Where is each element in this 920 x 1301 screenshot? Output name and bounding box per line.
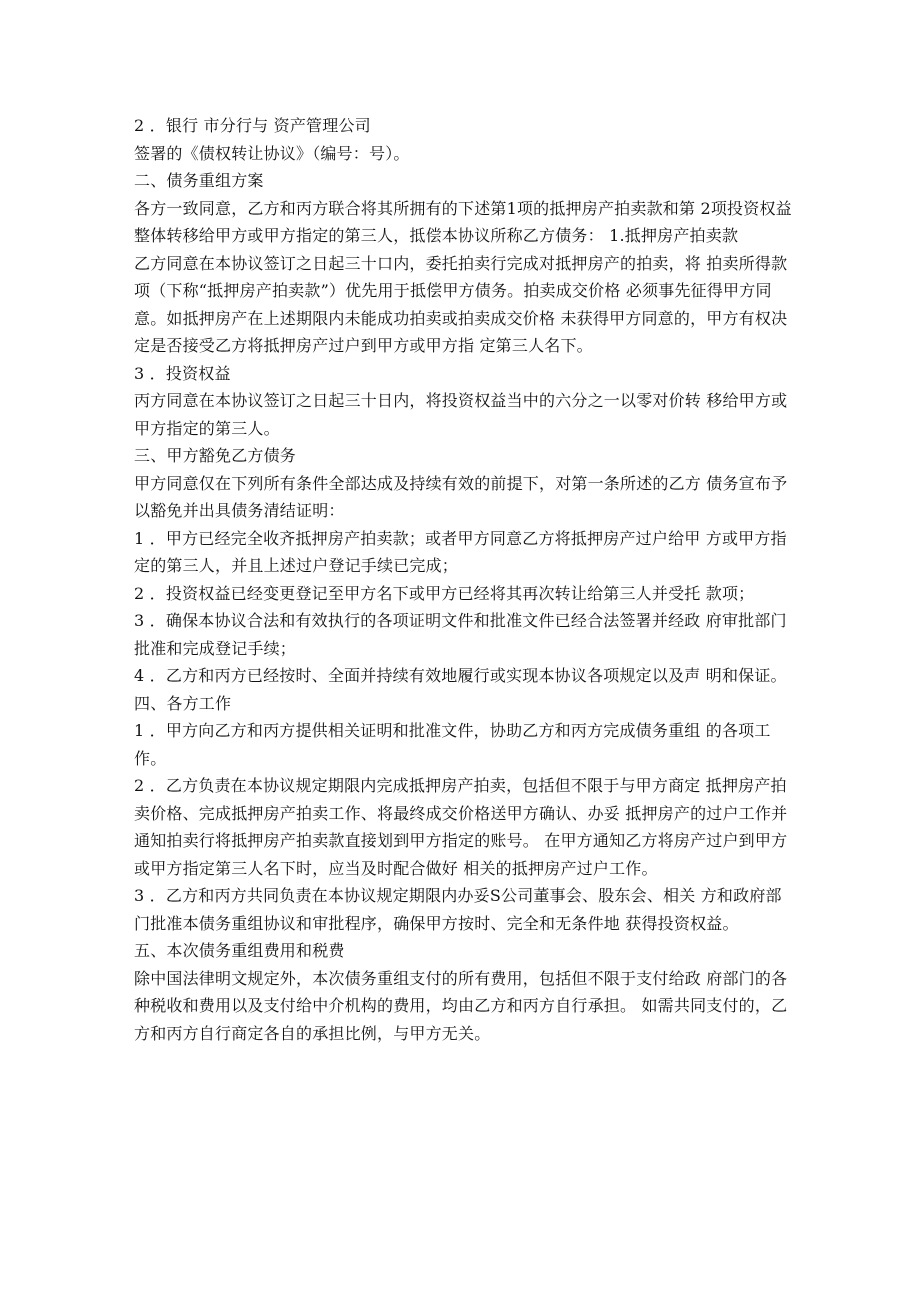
work-item-3: 3 ．乙方和丙方共同负责在本协议规定期限内办妥S公司董事会、股东会、相关 方和政府部门批准本债务重组协议和审批程序，确保甲方按时、完全和无条件地 获得投资权益。 <box>134 886 782 933</box>
agreement-reference: 签署的《债权转让协议》（编号：号）。 <box>134 143 410 163</box>
list-item-3-investment: 3 ．投资权益 <box>134 363 231 383</box>
section-heading-2: 二、债务重组方案 <box>134 171 264 190</box>
section-heading-5: 五、本次债务重组费用和税费 <box>134 941 345 960</box>
document-body <box>134 112 794 1047</box>
section-heading-3: 三、甲方豁免乙方债务 <box>134 446 297 465</box>
condition-item-1: 1 ．甲方已经完全收齐抵押房产拍卖款；或者甲方同意乙方将抵押房产过户给甲 方或甲方指定的第三人，并且上述过户登记手续已完成； <box>134 528 787 575</box>
condition-item-4: 4 ．乙方和丙方已经按时、全面并持续有效地履行或实现本协议各项规定以及声 明和保证。 <box>134 666 787 685</box>
work-item-1: 1 ．甲方向乙方和丙方提供相关证明和批准文件，协助乙方和丙方完成债务重组 的各项工作。 <box>134 721 771 768</box>
list-item-2-bank: 2 ．银行 市分行与 资产管理公司 <box>134 116 371 135</box>
paragraph-waiver-conditions: 甲方同意仅在下列所有条件全部达成及持续有效的前提下，对第一条所述的乙方 债务宣布予以豁免并出具债务清结证明： <box>134 473 788 520</box>
paragraph-investment-transfer: 丙方同意在本协议签订之日起三十日内，将投资权益当中的六分之一以零对价转 移给甲方或甲方指定的第三人。 <box>134 391 788 438</box>
paragraph-restructure-intro: 各方一致同意，乙方和丙方联合将其所拥有的下述第1项的抵押房产拍卖款和第 2项投资权益整体转移给甲方或甲方指定的第三人，抵偿本协议所称乙方债务： 1.抵押房产拍卖款 <box>134 198 792 245</box>
section-heading-4: 四、各方工作 <box>134 693 232 713</box>
paragraph-auction: 乙方同意在本协议签订之日起三十口内，委托拍卖行完成对抵押房产的拍卖，将 拍卖所得款项（下称“抵押房产拍卖款”）优先用于抵偿甲方债务。拍卖成交价格 必须事先征得甲方同意。如抵押房产在上述期限内未能成功拍卖或拍卖成交价格 未获得甲方同意的，甲方有权决定是否接受乙方将抵押房产过户到甲方或甲方指 定第三人名下。 <box>134 253 788 355</box>
condition-item-2: 2 ．投资权益已经变更登记至甲方名下或甲方已经将其再次转让给第三人并受托 款项； <box>134 583 755 603</box>
work-item-2: 2 ．乙方负责在本协议规定期限内完成抵押房产拍卖，包括但不限于与甲方商定 抵押房产拍卖价格、完成抵押房产拍卖工作、将最终成交价格送甲方确认、办妥 抵押房产的过户工作并通知拍卖行将抵押房产拍卖款直接划到甲方指定的账号。 在甲方通知乙方将房产过户到甲方或甲方指定第三人名下时，应当及时配合做好 相关的抵押房产过户工作。 <box>134 776 788 878</box>
condition-item-3: 3 ．确保本协议合法和有效执行的各项证明文件和批准文件已经合法签署并经政 府审批部门批准和完成登记手续； <box>134 611 787 658</box>
paragraph-fees: 除中国法律明文规定外，本次债务重组支付的所有费用，包括但不限于支付给政 府部门的各种税收和费用以及支付给中介机构的费用，均由乙方和丙方自行承担。 如需共同支付的，乙方和丙方自行商定各自的承担比例，与甲方无关。 <box>134 968 788 1043</box>
